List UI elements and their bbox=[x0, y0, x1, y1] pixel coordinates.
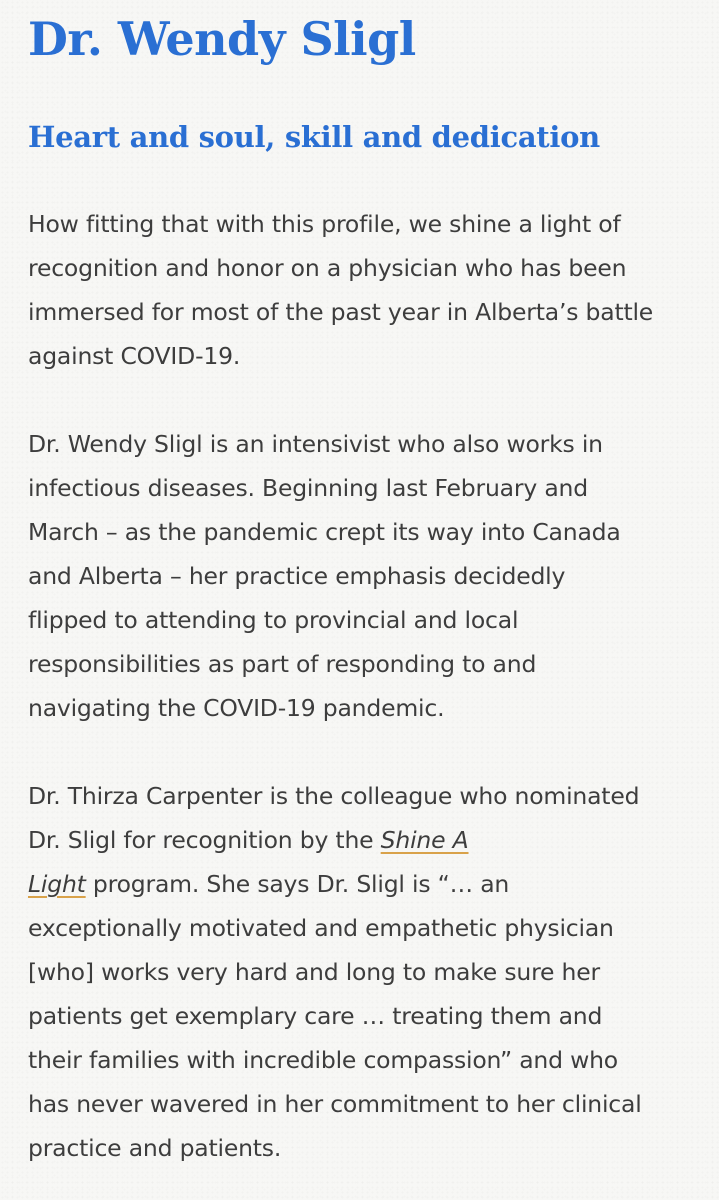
paragraph-line bbox=[28, 818, 697, 862]
paragraph-line: navigating the COVID-19 pandemic. bbox=[28, 694, 445, 722]
paragraph-line: exceptionally motivated and empathetic physician bbox=[28, 914, 614, 942]
paragraph-line: infectious diseases. Beginning last February and bbox=[28, 474, 588, 502]
paragraph-role bbox=[28, 422, 697, 730]
paragraph-line bbox=[28, 862, 697, 906]
paragraph-line: responsibilities as part of responding to and bbox=[28, 650, 537, 678]
paragraph-line: recognition and honor on a physician who has been bbox=[28, 254, 627, 282]
shine-a-light-link-continued[interactable]: Light bbox=[28, 870, 86, 898]
article-subtitle: Heart and soul, skill and dedication bbox=[28, 120, 600, 154]
paragraph-line: their families with incredible compassion” and who bbox=[28, 1046, 618, 1074]
paragraph-line: Dr. Wendy Sligl is an intensivist who also works in bbox=[28, 430, 603, 458]
paragraph-nomination bbox=[28, 774, 697, 1170]
shine-a-light-link[interactable]: Shine A bbox=[380, 826, 469, 854]
paragraph-line: March – as the pandemic crept its way into Canada bbox=[28, 518, 621, 546]
paragraph-line: practice and patients. bbox=[28, 1134, 282, 1162]
paragraph-line: [who] works very hard and long to make sure her bbox=[28, 958, 600, 986]
paragraph-line: flipped to attending to provincial and local bbox=[28, 606, 519, 634]
article-title: Dr. Wendy Sligl bbox=[28, 12, 416, 66]
paragraph-line: has never wavered in her commitment to her clinical bbox=[28, 1090, 642, 1118]
paragraph-line: Dr. Thirza Carpenter is the colleague who nominated bbox=[28, 782, 640, 810]
paragraph-line: immersed for most of the past year in Alberta’s battle bbox=[28, 298, 654, 326]
paragraph-line: against COVID-19. bbox=[28, 342, 241, 370]
paragraph-line: How fitting that with this profile, we shine a light of bbox=[28, 210, 621, 238]
paragraph-text: Dr. Sligl for recognition by the bbox=[28, 826, 381, 854]
paragraph-text: program. She says Dr. Sligl is “… an bbox=[85, 870, 510, 898]
paragraph-line: patients get exemplary care … treating them and bbox=[28, 1002, 603, 1030]
paragraph-intro bbox=[28, 202, 697, 378]
paragraph-line: and Alberta – her practice emphasis decidedly bbox=[28, 562, 566, 590]
